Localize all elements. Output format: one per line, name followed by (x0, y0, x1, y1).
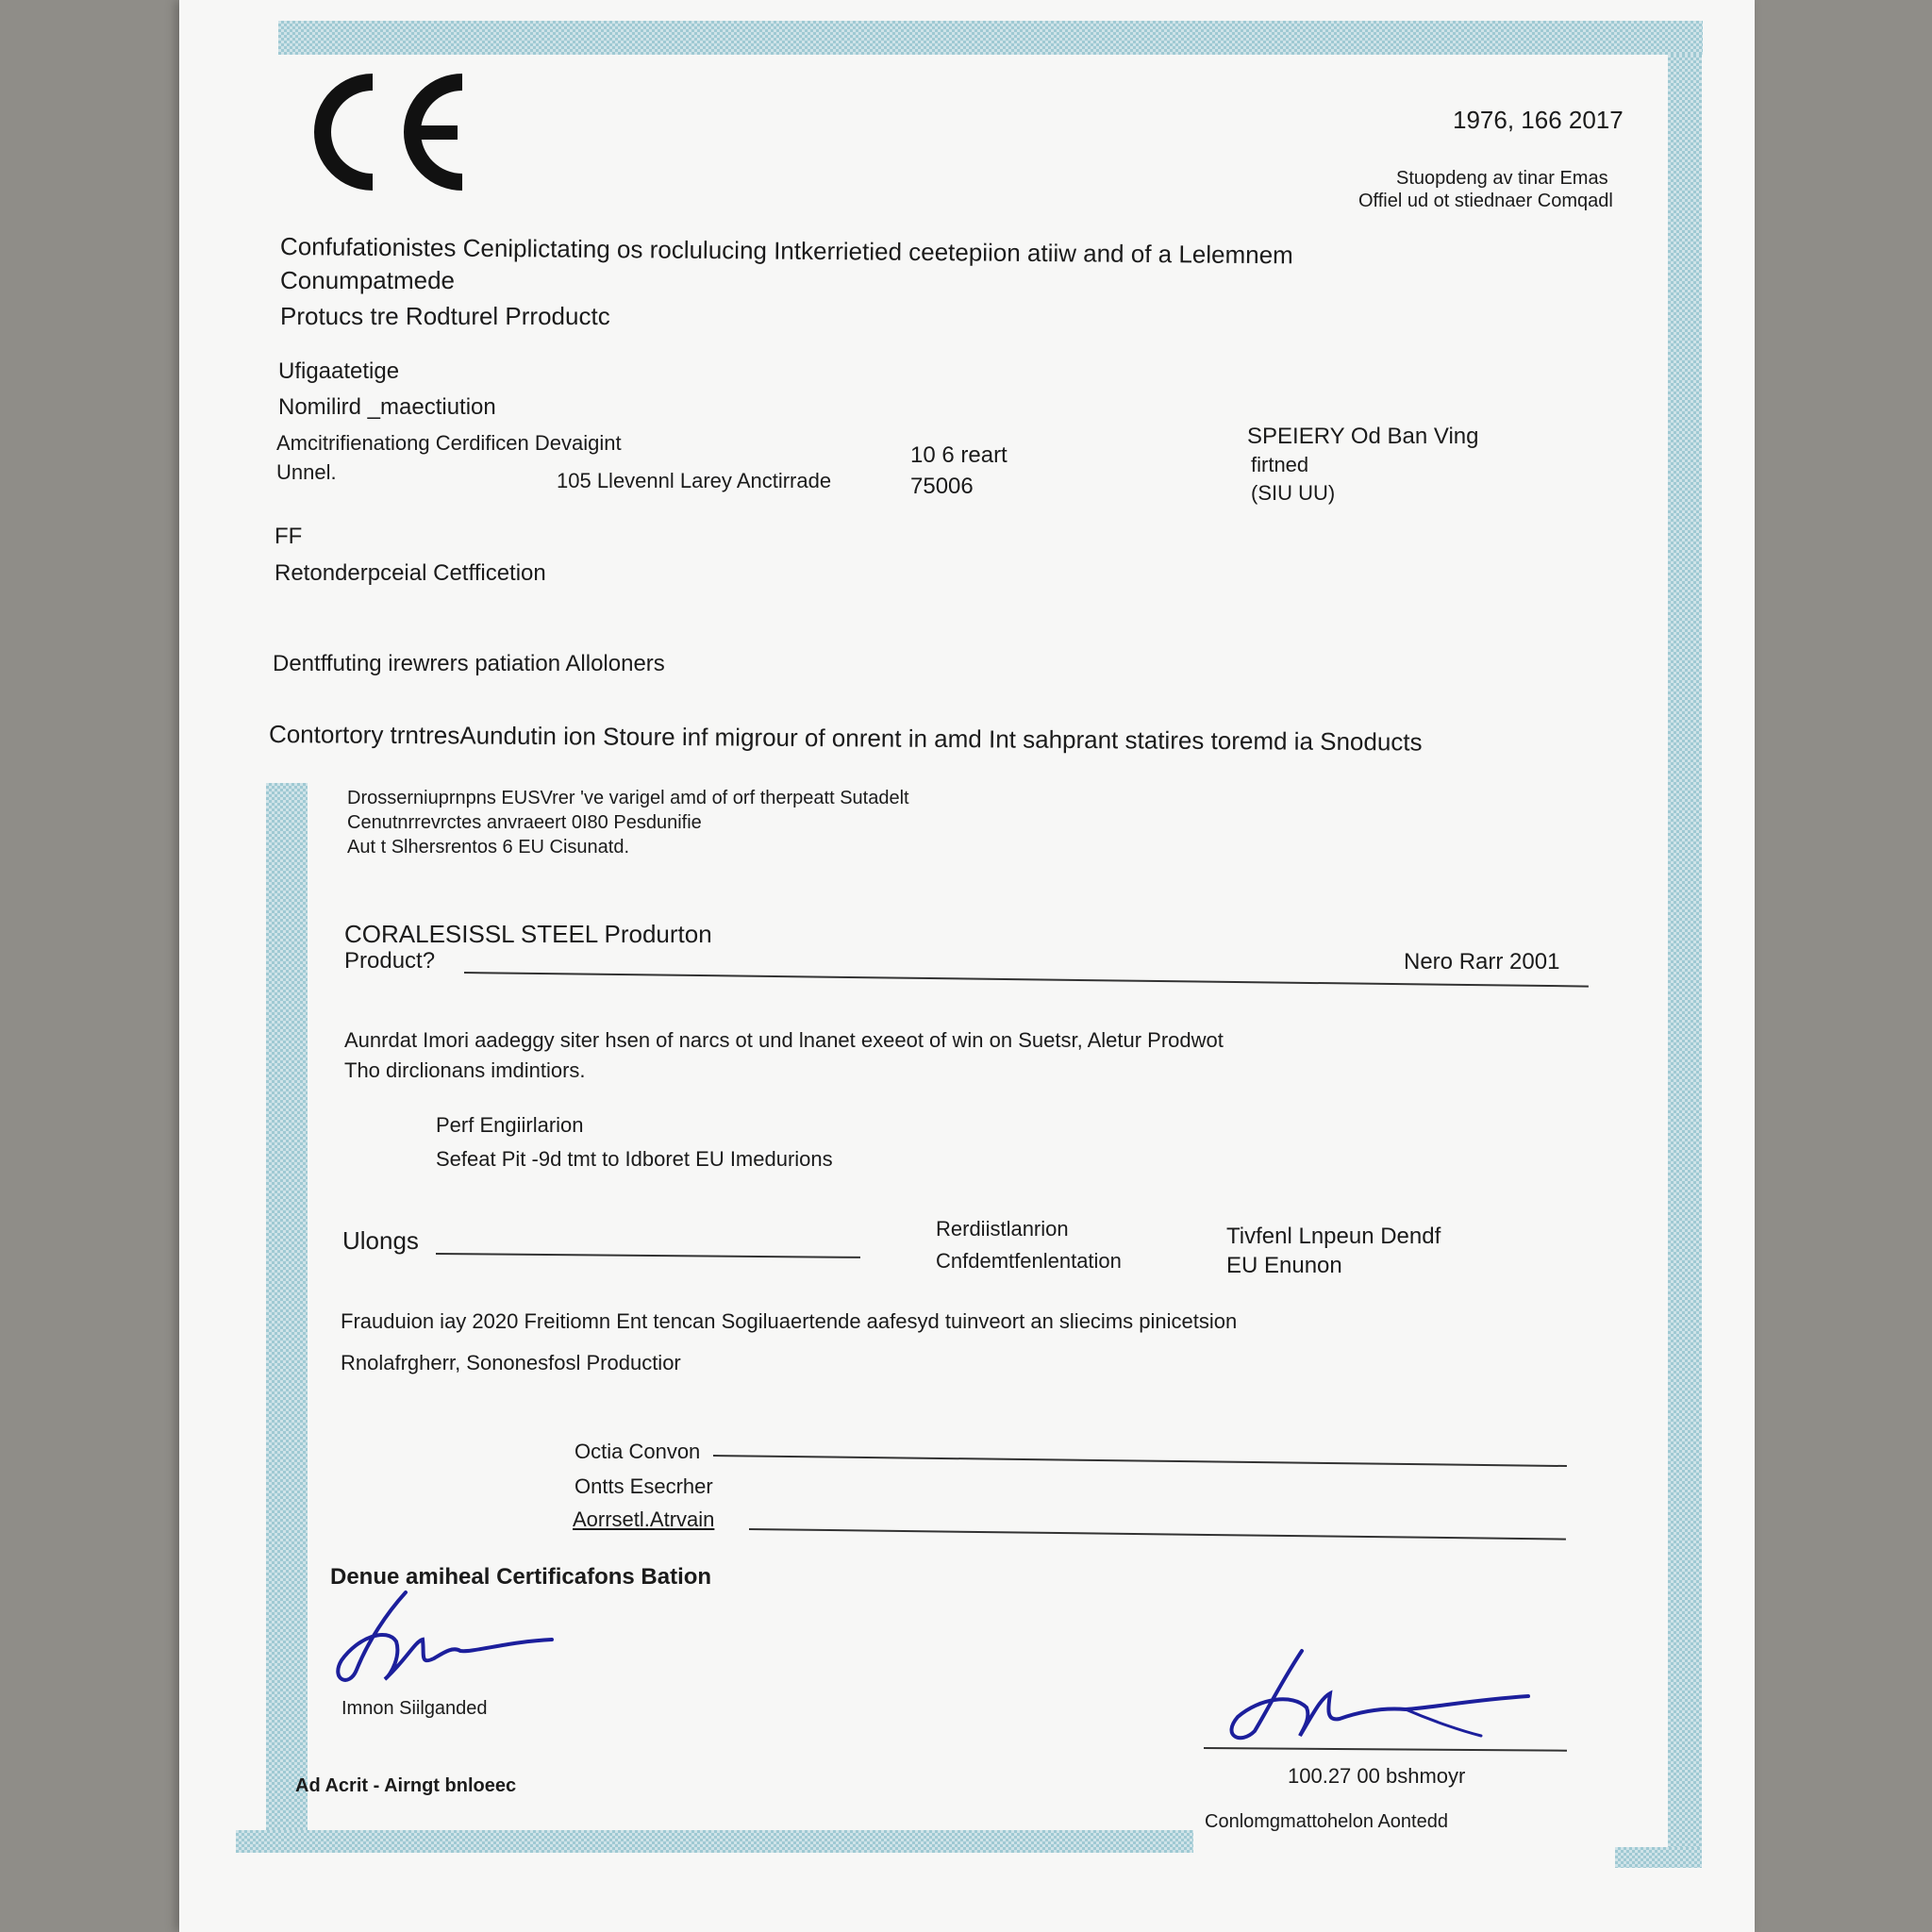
sign-field-1: Octia Convon (575, 1440, 701, 1463)
footer-left: Ad Acrit - Airngt bnloeec (295, 1775, 517, 1796)
footer-heading: Denue amiheal Certificafons Bation (330, 1564, 712, 1590)
signature-left (321, 1585, 566, 1698)
applicant-right-1: SPEIERY Od Ban Ving (1247, 424, 1479, 449)
applicant-ref-2: 75006 (910, 474, 974, 499)
border-left (266, 783, 308, 1830)
right-col-2: EU Enunon (1226, 1253, 1342, 1278)
indent-line-2: Sefeat Pit -9d tmt to Idboret EU Imedurions (436, 1147, 833, 1171)
signature-right (1217, 1641, 1538, 1755)
product-date: Nero Rarr 2001 (1404, 949, 1560, 974)
product-name: CORALESISSL STEEL Produrton (344, 920, 712, 948)
title-line-2: Conumpatmede (280, 266, 455, 294)
border-bottom (236, 1830, 1193, 1853)
issuer-line-2: Offiel ud ot stiednaer Comqadl (1358, 191, 1613, 211)
box-para-2: Cenutnrrevrctes anvraeert 0I80 Pesdunifie (347, 812, 702, 833)
sign-field-2: Ontts Esecrher (575, 1474, 713, 1498)
signature-left-caption: Imnon Siilganded (341, 1698, 488, 1719)
conformity-statement: Contortory trntresAundutin ion Stoure inf migrour of onrent in amd Int sahprant statires toremd ia Snoducts (268, 720, 1423, 757)
applicant-row1-left: Amcitrifienationg Cerdificen Devaigint (276, 431, 622, 455)
applicant-right-3: (SIU UU) (1251, 481, 1336, 505)
description-line-2: Tho dirclionans imdintiors. (344, 1058, 586, 1082)
ce-logo (307, 71, 476, 193)
mid-col-2: Cnfdemtfenlentation (936, 1249, 1122, 1273)
production-note-2: Rnolafrgherr, Sononesfosl Productior (341, 1351, 681, 1374)
applicant-heading-2: Nomilird _maectiution (278, 394, 496, 420)
sign-field-3: Aorrsetl.Atrvain (573, 1507, 715, 1531)
border-bottom-right (1615, 1847, 1702, 1868)
applicant-ref-1: 10 6 reart (910, 442, 1008, 468)
applicant-row2-left: Unnel. (276, 460, 337, 484)
title-line-1: Confufationistes Ceniplictating os roclulucing Intkerrietied ceetepiion atiiw and of a Lelemnem (279, 232, 1293, 270)
indent-line-1: Perf Engiirlarion (436, 1113, 584, 1137)
box-para-1: Drosserniuprnpns EUSVrer 've varigel amd of orf therpeatt Sutadelt (347, 788, 909, 808)
section-ff-label: Retonderpceial Cetfficetion (275, 560, 546, 586)
applicant-address: 105 Llevennl Larey Anctirrade (557, 469, 832, 492)
ulongs-label: Ulongs (342, 1226, 419, 1255)
right-col-1: Tivfenl Lnpeun Dendf (1226, 1224, 1441, 1249)
box-para-3: Aut t Slhersrentos 6 EU Cisunatd. (347, 837, 630, 858)
description-line-1: Aunrdat Imori aadeggy siter hsen of narcs ot und lnanet exeeot of win on Suetsr, Aletur Prodwot (344, 1028, 1224, 1052)
signature-right-number: 100.27 00 bshmoyr (1288, 1764, 1466, 1788)
border-top (278, 21, 1703, 55)
section-ff-code: FF (275, 524, 303, 549)
applicant-right-2: firtned (1251, 453, 1309, 476)
product-label: Product? (344, 948, 436, 974)
footer-right: Conlomgmattohelon Aontedd (1205, 1811, 1448, 1832)
identification-line: Dentffuting irewrers patiation Alloloners (273, 651, 665, 676)
title-line-3: Protucs tre Rodturel Prroductc (280, 302, 610, 330)
applicant-heading-1: Ufigaatetige (278, 358, 400, 384)
mid-col-1: Rerdiistlanrion (936, 1217, 1069, 1241)
border-right (1668, 55, 1702, 1847)
production-note-1: Frauduion iay 2020 Freitiomn Ent tencan Sogiluaertende aafesyd tuinveort an sliecims pinicetsion (341, 1309, 1238, 1333)
issuer-line-1: Stuopdeng av tinar Emas (1396, 168, 1608, 189)
header-date: 1976, 166 2017 (1453, 106, 1624, 134)
